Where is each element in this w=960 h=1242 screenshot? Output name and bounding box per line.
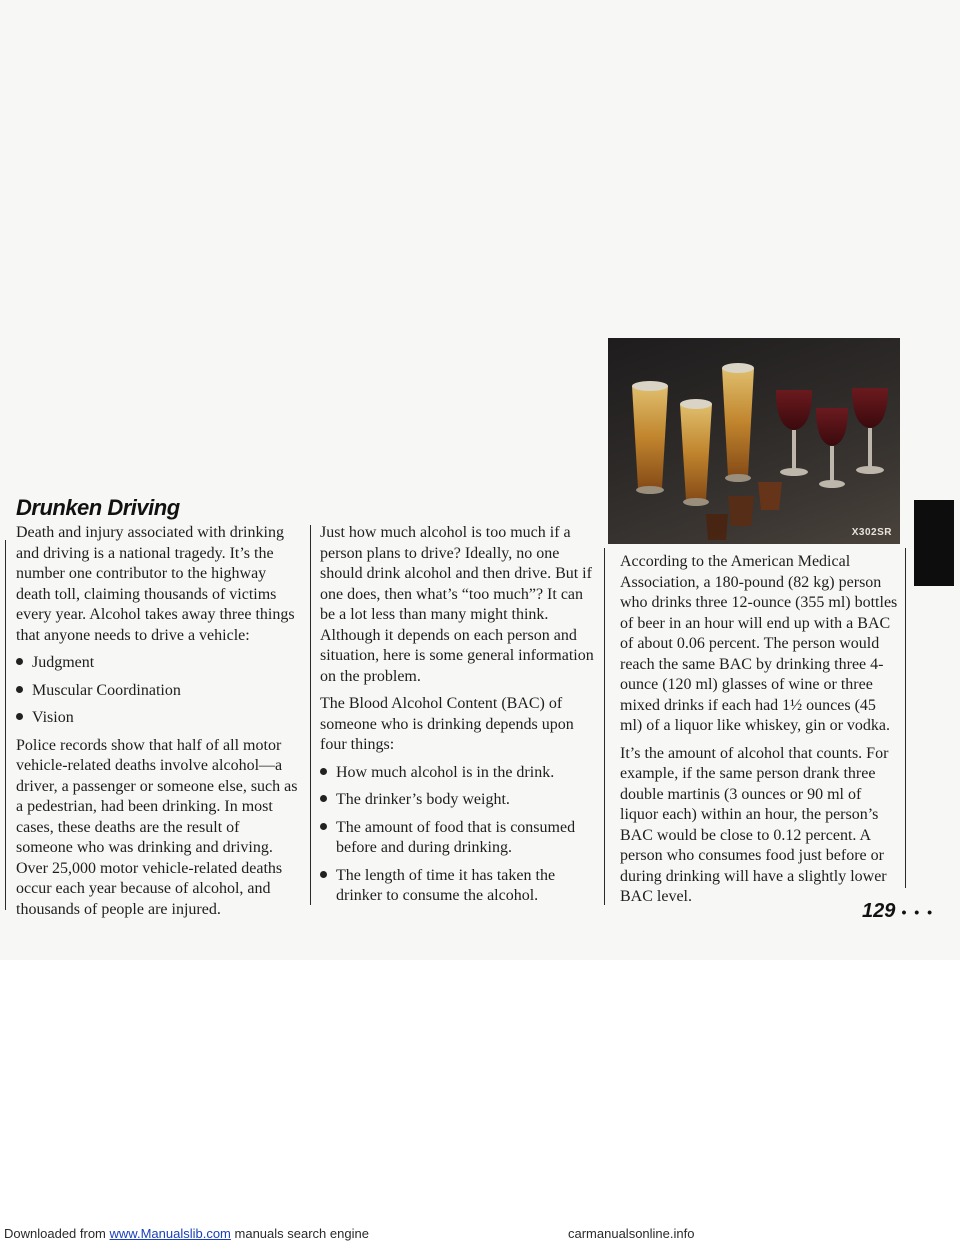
list-item: How much alcohol is in the drink. [320,763,598,784]
bullet-icon [320,866,336,887]
column-1-body: Police records show that half of all motor vehicle-related deaths involve alcohol—a driver, a passenger or someone else, such as a pedestrian, had been drinking. In most cases, these deaths are the result of someone who was drinking and driving. Over 25,000 motor vehicle-related deaths occur each year because of alcohol, and thousands of people are injured. [16,736,298,918]
footer [4,1226,695,1241]
footer-link[interactable]: www.Manualslib.com [109,1226,231,1241]
column-2 [320,523,598,914]
footer-right-text: carmanualsonline.info [568,1226,695,1241]
footer-prefix: Downloaded from [4,1226,106,1241]
list-item: Muscular Coordination [16,681,298,702]
list-item: The amount of food that is consumed before and during drinking. [320,818,598,859]
photo-code: X302SR [851,527,892,538]
bullet-icon [320,790,336,811]
column-3-paragraph-1: According to the American Medical Association, a 180-pound (82 kg) person who drinks three 12-ounce (355 ml) bottles of beer in an hour will end up with a BAC of about 0.06 percent. The person would reach the same BAC by drinking three 4-ounce (120 ml) glasses of wine or three mixed drinks if each had 1½ ounces (45 ml) of a liquor like whiskey, gin or vodka. [620,553,898,734]
bullet-icon [16,653,32,674]
column-divider-2 [5,540,6,910]
column-1-intro: Death and injury associated with drinking and driving is a national tragedy. It’s the number one contributor to the highway death toll, claiming thousands of victims every year. Alcohol takes away three things that anyone needs to drive a vehicle: [16,524,295,644]
page-number: 129 • • • [862,900,934,922]
bullet-icon [320,763,336,784]
page-number-dots: • • • [901,903,934,920]
section-tab-marker [914,500,954,586]
list-item: The drinker’s body weight. [320,790,598,811]
footer-suffix: manuals search engine [234,1226,369,1241]
column-divider-1 [310,525,311,905]
column-2-intro: Just how much alcohol is too much if a person plans to drive? Ideally, no one should drink alcohol and then drive. But if one does, then what’s “too much”? It can be a lot less than many might think. Although it depends on each person and situation, here is some general information on the problem. [320,524,594,685]
glasses-illustration [608,338,900,544]
column-1 [16,523,298,927]
column-3-paragraph-2: It’s the amount of alcohol that counts. For example, if the same person drank three double martinis (3 ounces or 90 ml of liquor each) within an hour, the person’s BAC would be close to 0.12 percent. A person who consumes food just before or during drinking will have a slightly lower BAC level. [620,744,889,905]
section-heading: Drunken Driving [16,495,180,520]
column-2-body: The Blood Alcohol Content (BAC) of someone who is drinking depends upon four things: [320,695,574,753]
list-item: Vision [16,708,298,729]
column-divider-4 [905,548,906,888]
column-3 [620,552,900,915]
bullet-icon [16,708,32,729]
column-divider-3 [604,548,605,905]
bullet-icon [16,681,32,702]
list-item: The length of time it has taken the drinker to consume the alcohol. [320,866,598,907]
drinks-photo [608,338,900,544]
bullet-icon [320,818,336,839]
list-item: Judgment [16,653,298,674]
